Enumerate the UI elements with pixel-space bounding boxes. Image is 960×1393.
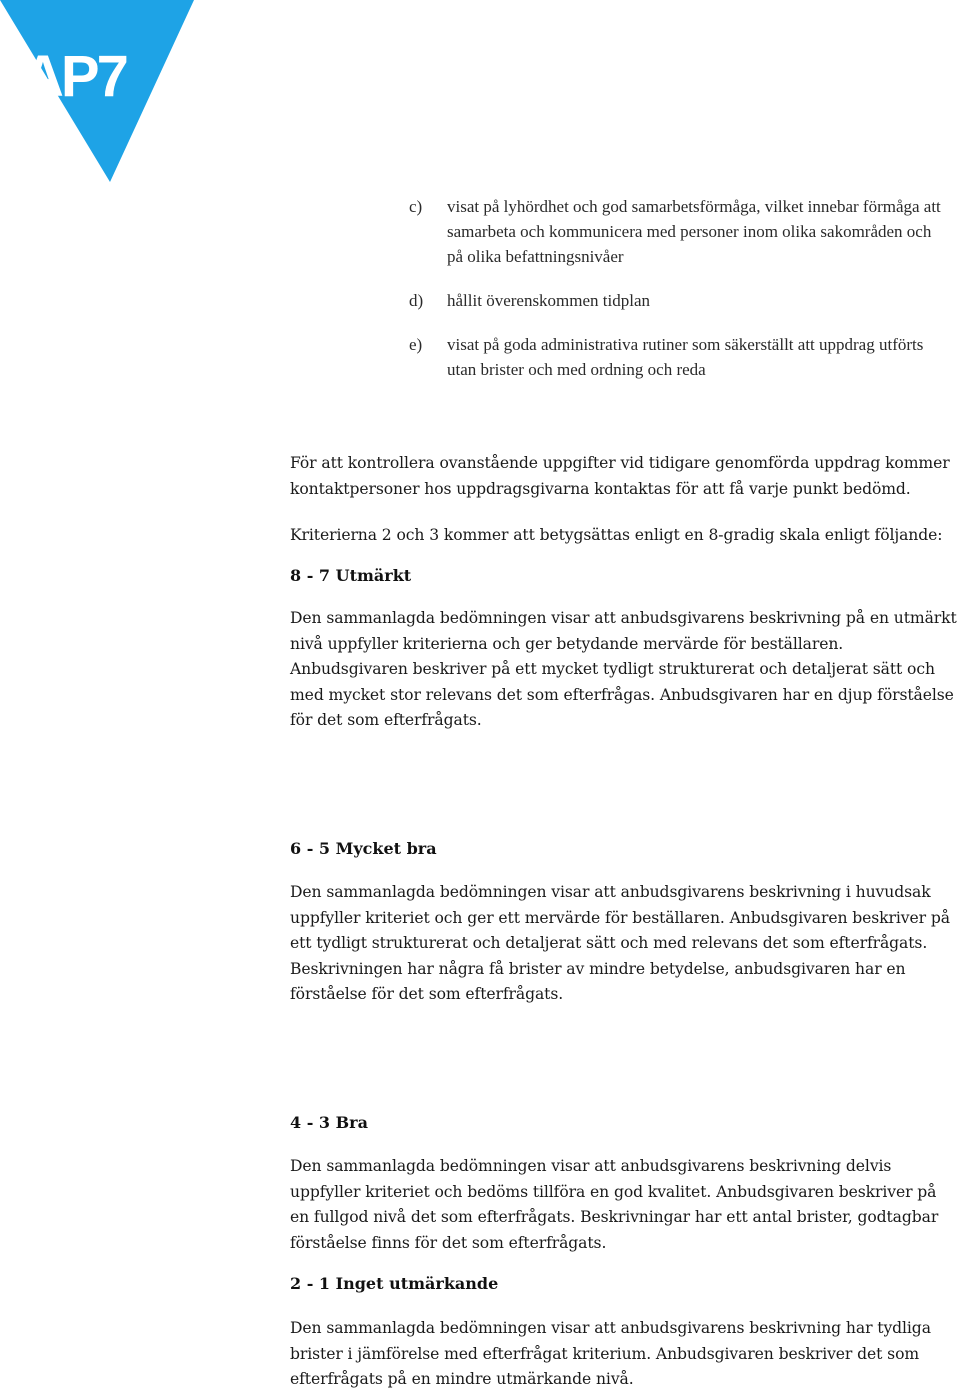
grade-text-2-1: Den sammanlagda bedömningen visar att anbudsgivarens beskrivning har tydliga brister i jämförelse med efterfrågat kriterium. Anbudsgivaren beskriver det som efterfrågats på en mindre utmärkande nivå. (290, 1319, 931, 1388)
control-paragraph: För att kontrollera ovanstående uppgifter vid tidigare genomförda uppdrag kommer kontaktpersoner hos uppdragsgivarna kontaktas för att få varje punkt bedömd. (290, 454, 950, 498)
list-text: visat på lyhördhet och god samarbetsförmåga, vilket innebar förmåga att samarbeta och kommunicera med personer inom olika sakområden och på olika befattningsnivåer (447, 197, 941, 266)
list-item (409, 194, 949, 269)
ap7-logo (0, 0, 200, 185)
list-text: hållit överenskommen tidplan (447, 291, 651, 310)
grade-heading-4-3: 4 - 3 Bra (290, 1113, 368, 1132)
logo-shape (0, 0, 200, 185)
list-marker: c) (409, 197, 423, 216)
list-item (409, 332, 949, 382)
grade-heading-8-7: 8 - 7 Utmärkt (290, 566, 412, 585)
logo-text: AP7 (22, 44, 126, 109)
criteria-intro-paragraph: Kriterierna 2 och 3 kommer att betygsättas enligt en 8-gradig skala enligt följande: (290, 526, 943, 544)
criteria-list (409, 194, 949, 401)
grade-heading-2-1: 2 - 1 Inget utmärkande (290, 1274, 499, 1293)
grade-text-6-5: Den sammanlagda bedömningen visar att anbudsgivarens beskrivning i huvudsak uppfyller kriteriet och ger ett mervärde för beställaren. Anbudsgivaren beskriver på ett tydligt strukturerat och detaljerat sätt och med relevans det som efterfrågats. Beskrivningen har några få brister av mindre betydelse, anbudsgivaren har en förståelse för det som efterfrågats. (290, 883, 950, 1003)
list-text: visat på goda administrativa rutiner som säkerställt att uppdrag utförts utan brister och med ordning och reda (447, 335, 924, 379)
grade-heading-6-5: 6 - 5 Mycket bra (290, 839, 437, 858)
list-marker: e) (409, 335, 423, 354)
list-marker: d) (409, 291, 424, 310)
grade-text-4-3: Den sammanlagda bedömningen visar att anbudsgivarens beskrivning delvis uppfyller kriteriet och bedöms tillföra en god kvalitet. Anbudsgivaren beskriver på en fullgod nivå det som efterfrågats. Beskrivningar har ett antal brister, godtagbar förståelse finns för det som efterfrågats. (290, 1157, 939, 1252)
grade-text-8-7: Den sammanlagda bedömningen visar att anbudsgivarens beskrivning på en utmärkt nivå uppfyller kriterierna och ger betydande mervärde för beställaren. Anbudsgivaren beskriver på ett mycket tydligt strukturerat och detaljerat sätt och med mycket stor relevans det som efterfrågas. Anbudsgivaren har en djup förståelse för det som efterfrågats. (290, 609, 957, 729)
list-item (409, 288, 949, 313)
